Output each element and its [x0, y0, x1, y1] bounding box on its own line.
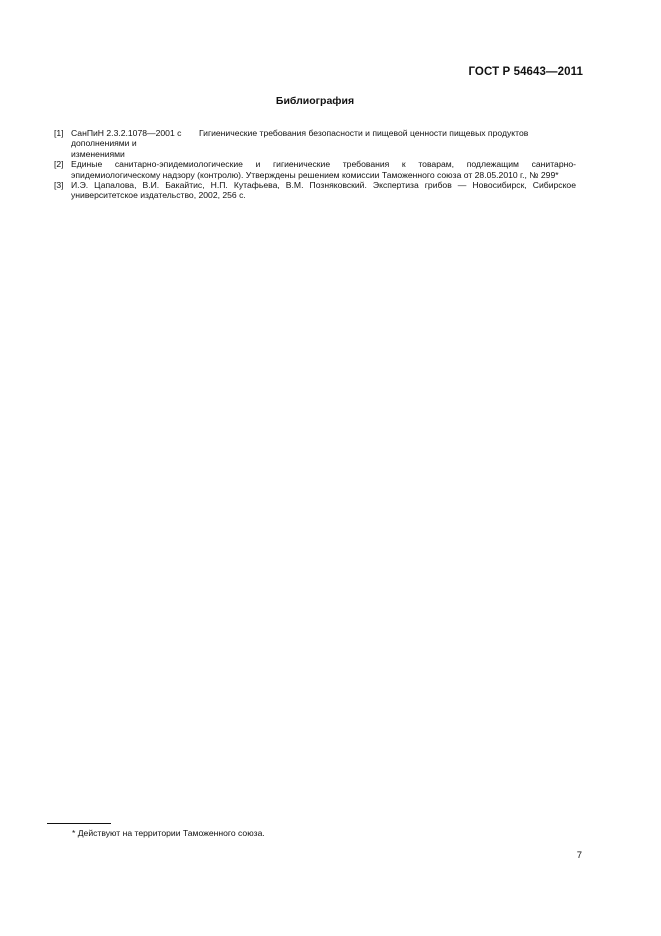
standard-code: ГОСТ Р 54643—2011	[468, 66, 583, 78]
entry-body	[71, 128, 576, 159]
entry-number: [3]	[54, 180, 64, 191]
entry-text: И.Э. Цапалова, В.И. Бакайтис, Н.П. Кутафьева, В.М. Позняковский. Экспертиза грибов — Новосибирск, Сибирское университетское издательство, 2002, 256 с.	[71, 180, 576, 201]
entry-description: Гигиенические требования безопасности и пищевой ценности пищевых продуктов	[199, 128, 529, 138]
entry-text: Единые санитарно-эпидемиологические и гигиенические требования к товарам, подлежащим санитарно-эпидемиологическому надзору (контролю). Утверждены решением комиссии Таможенного союза от 28.05.2010 г., № 299*	[71, 159, 576, 180]
entry-number: [2]	[54, 159, 64, 170]
entry-number: [1]	[54, 128, 64, 138]
footnote-divider	[47, 823, 111, 824]
bibliography-list	[54, 128, 576, 201]
page-number: 7	[576, 850, 582, 861]
footnote: * Действуют на территории Таможенного союза.	[72, 828, 265, 838]
entry-reference: СанПиН 2.3.2.1078—2001 с дополнениями и изменениями	[71, 128, 182, 159]
bibliography-entry-2	[54, 159, 576, 180]
bibliography-entry-1	[54, 128, 576, 159]
bibliography-entry-3	[54, 180, 576, 201]
section-title: Библиография	[275, 95, 355, 107]
